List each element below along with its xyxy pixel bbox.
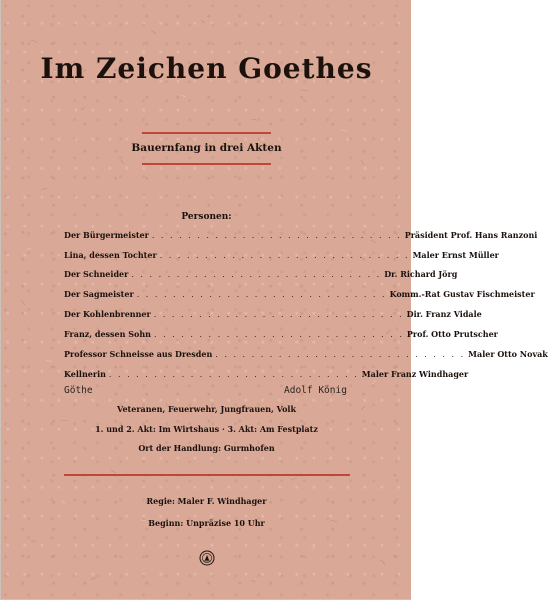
- printer-seal-icon: [199, 550, 215, 566]
- cast-row: [64, 250, 499, 262]
- cast-role: Der Schneider: [64, 269, 129, 279]
- cast-actor: Maler Franz Windhager: [361, 369, 469, 379]
- cast-role: Professor Schneisse aus Dresden: [64, 349, 213, 359]
- leader-dots: . . . . . . . . . . . . . . . . . . . . . . . . . . . .: [151, 231, 402, 240]
- cast-actor: Maler Otto Novak: [468, 349, 548, 359]
- typed-role: Göthe: [64, 385, 93, 396]
- subtitle-rule-bottom: [142, 163, 271, 165]
- cast-role: Franz, dessen Sohn: [64, 329, 151, 339]
- cast-row: [64, 329, 498, 341]
- cast-role: Der Sagmeister: [64, 289, 134, 299]
- play-title: Im Zeichen Goethes: [40, 52, 373, 85]
- cast-actor: Prof. Otto Prutscher: [406, 329, 498, 339]
- cast-row: [64, 309, 482, 321]
- acts-line: 1. und 2. Akt: Im Wirtshaus · 3. Akt: Am Festplatz: [95, 424, 318, 434]
- leader-dots: . . . . . . . . . . . . . . . . . . . . . . . . . . . .: [159, 251, 410, 260]
- leader-dots: . . . . . . . . . . . . . . . . . . . . . . . . . . . .: [215, 350, 466, 359]
- cast-actor: Dr. Richard Jörg: [384, 269, 458, 279]
- extras-line: Veteranen, Feuerwehr, Jungfrauen, Volk: [116, 404, 297, 414]
- leader-dots: . . . . . . . . . . . . . . . . . . . . . . . . . . . .: [108, 370, 359, 379]
- play-subtitle: Bauernfang in drei Akten: [131, 142, 282, 154]
- cast-row: [64, 349, 548, 361]
- leader-dots: . . . . . . . . . . . . . . . . . . . . . . . . . . . .: [131, 270, 382, 279]
- setting-line: Ort der Handlung: Gurmhofen: [138, 443, 275, 453]
- cast-row: [64, 369, 469, 381]
- cast-role: Kellnerin: [64, 369, 106, 379]
- cast-role: Lina, dessen Tochter: [64, 250, 157, 260]
- cast-actor: Komm.-Rat Gustav Fischmeister: [389, 289, 535, 299]
- cast-actor: Dir. Franz Vidale: [406, 309, 482, 319]
- cast-heading: Personen:: [181, 212, 232, 222]
- leader-dots: . . . . . . . . . . . . . . . . . . . . . . . . . . . .: [136, 290, 387, 299]
- cast-role: Der Kohlenbrenner: [64, 309, 151, 319]
- cast-row: [64, 289, 535, 301]
- cast-row: [64, 230, 538, 242]
- cast-row: [64, 269, 458, 281]
- cast-actor: Präsident Prof. Hans Ranzoni: [404, 230, 538, 240]
- typed-actor: Adolf König: [284, 385, 347, 396]
- cast-actor: Maler Ernst Müller: [412, 250, 499, 260]
- subtitle-rule-top: [142, 132, 271, 134]
- cast-role: Der Bürgermeister: [64, 230, 149, 240]
- footer-rule: [64, 474, 350, 476]
- leader-dots: . . . . . . . . . . . . . . . . . . . . . . . . . . . .: [153, 310, 404, 319]
- direction-line: Regie: Maler F. Windhager: [146, 496, 267, 506]
- leader-dots: . . . . . . . . . . . . . . . . . . . . . . . . . . . .: [154, 330, 404, 339]
- start-time-line: Beginn: Unpräzise 10 Uhr: [148, 518, 265, 528]
